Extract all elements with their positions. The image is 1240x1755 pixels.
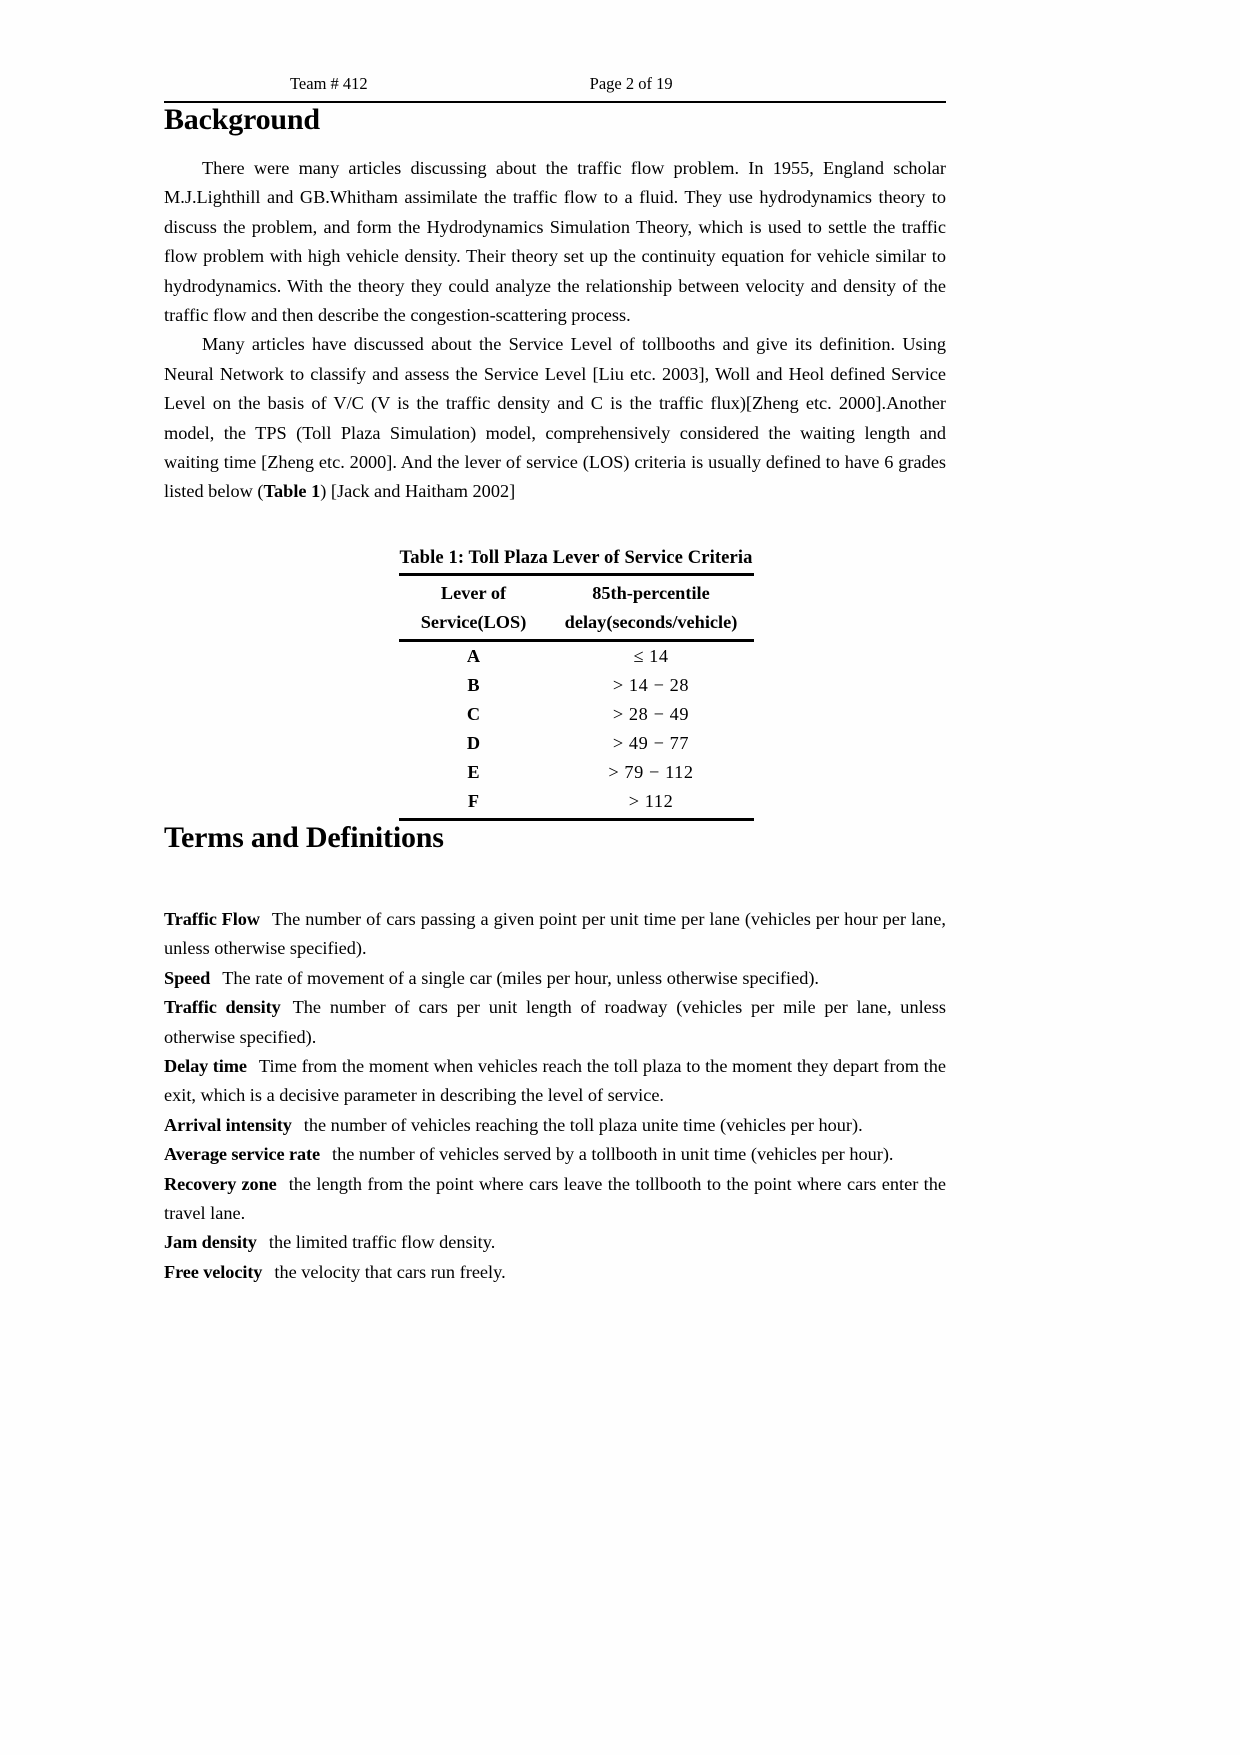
definitions-list	[164, 905, 946, 1287]
definition-item	[164, 1052, 946, 1111]
table-header-row-1	[399, 574, 754, 607]
table-row	[399, 700, 754, 729]
table-caption: Table 1: Toll Plaza Lever of Service Criteria	[399, 546, 753, 568]
running-header	[164, 74, 946, 96]
definition-item	[164, 1140, 946, 1169]
definition-text: The number of cars per unit length of roadway (vehicles per mile per lane, unless otherwise specified).	[164, 997, 947, 1047]
definition-term: Delay time	[164, 1055, 247, 1076]
definition-item	[164, 964, 946, 993]
header-lever-of: Lever of	[399, 574, 549, 607]
definition-text: the velocity that cars run freely.	[274, 1261, 506, 1282]
definition-item	[164, 1258, 946, 1287]
cell-level: F	[399, 787, 549, 820]
background-paragraph-2-text-a: Many articles have discussed about the Service Level of tollbooths and give its definition. Using Neural Network to classify and assess the Service Level [Liu etc. 2003], Woll and Heol defined Service Level on the basis of V/C (V is the traffic density and C is the traffic flux)[Zheng etc. 2000].Another model, the TPS (Toll Plaza Simulation) model, comprehensively considered the waiting length and waiting time [Zheng etc. 2000]. And the lever of service (LOS) criteria is usually defined to have 6 grades listed below (	[164, 334, 946, 502]
cell-level: E	[467, 761, 480, 782]
table-cross-reference: Table 1	[263, 481, 321, 502]
definition-text: the number of vehicles reaching the toll plaza unite time (vehicles per hour).	[303, 1114, 863, 1135]
page-content	[164, 74, 946, 1287]
cell-delay: > 14 − 28	[612, 674, 690, 695]
definition-item	[164, 1170, 946, 1229]
definition-item	[164, 905, 946, 964]
background-paragraph-1-text: There were many articles discussing about the traffic flow problem. In 1955, England scholar M.J.Lighthill and GB.Whitham assimilate the traffic flow to a fluid. They use hydrodynamics theory to discuss the problem, and form the Hydrodynamics Simulation Theory, which is used to settle the traffic flow problem with high vehicle density. Their theory set up the continuity equation for vehicle similar to hydrodynamics. With the theory they could analyze the relationship between velocity and density of the traffic flow and then describe the congestion-scattering process.	[164, 158, 946, 326]
definition-term: Free velocity	[164, 1261, 263, 1282]
cell-level: A	[466, 645, 481, 666]
background-paragraph-1	[164, 154, 946, 330]
table-body	[399, 640, 754, 819]
definition-term: Traffic density	[164, 997, 281, 1018]
header-delay-units: delay(seconds/vehicle)	[549, 607, 754, 641]
definition-item	[164, 1111, 946, 1140]
definition-term: Jam density	[164, 1232, 257, 1253]
definition-term: Average service rate	[164, 1144, 320, 1165]
header-service-los: Service(LOS)	[399, 607, 549, 641]
cell-delay: > 79 − 112	[608, 761, 694, 782]
definition-text: The number of cars passing a given point per unit time per lane (vehicles per hour per lane, unless otherwise specified).	[164, 908, 946, 959]
definition-text: the length from the point where cars leave the tollbooth to the point where cars enter the travel lane.	[164, 1173, 947, 1223]
definition-item	[164, 993, 946, 1052]
background-paragraph-2	[164, 330, 946, 506]
table-row	[399, 729, 754, 758]
table-head	[399, 574, 754, 640]
definition-text: the limited traffic flow density.	[268, 1232, 496, 1253]
definition-term: Recovery zone	[164, 1173, 277, 1194]
table-header-row-2	[399, 607, 754, 641]
definition-term: Arrival intensity	[164, 1114, 292, 1135]
background-paragraph-2-text-b: ) [Jack and Haitham 2002]	[320, 481, 516, 502]
definition-term: Traffic Flow	[164, 908, 260, 929]
section-heading-terms: Terms and Definitions	[164, 820, 444, 854]
cell-level: B	[467, 674, 480, 695]
definition-text: The rate of movement of a single car (miles per hour, unless otherwise specified).	[222, 967, 819, 988]
definition-text: Time from the moment when vehicles reach the toll plaza to the moment they depart from the exit, which is a decisive parameter in describing the level of service.	[164, 1055, 947, 1106]
header-team-label: Team # 412	[290, 74, 368, 93]
table-row	[399, 787, 754, 820]
header-page-number: Page 2 of 19	[589, 74, 673, 93]
definition-term: Speed	[164, 967, 211, 988]
los-criteria-table	[399, 547, 754, 821]
section-heading-background: Background	[164, 103, 320, 136]
table-container	[164, 547, 946, 821]
cell-delay: > 49 − 77	[612, 732, 690, 753]
table-row	[399, 758, 754, 787]
cell-level: D	[466, 732, 481, 753]
header-85th-percentile: 85th-percentile	[549, 574, 754, 607]
table-row	[399, 640, 754, 671]
cell-delay: ≤ 14	[633, 645, 669, 666]
cell-level: C	[466, 703, 481, 724]
table-row	[399, 671, 754, 700]
cell-delay: > 112	[549, 787, 754, 820]
cell-delay: > 28 − 49	[612, 703, 690, 724]
definition-item	[164, 1228, 946, 1257]
definition-text: the number of vehicles served by a tollbooth in unit time (vehicles per hour).	[332, 1144, 894, 1165]
